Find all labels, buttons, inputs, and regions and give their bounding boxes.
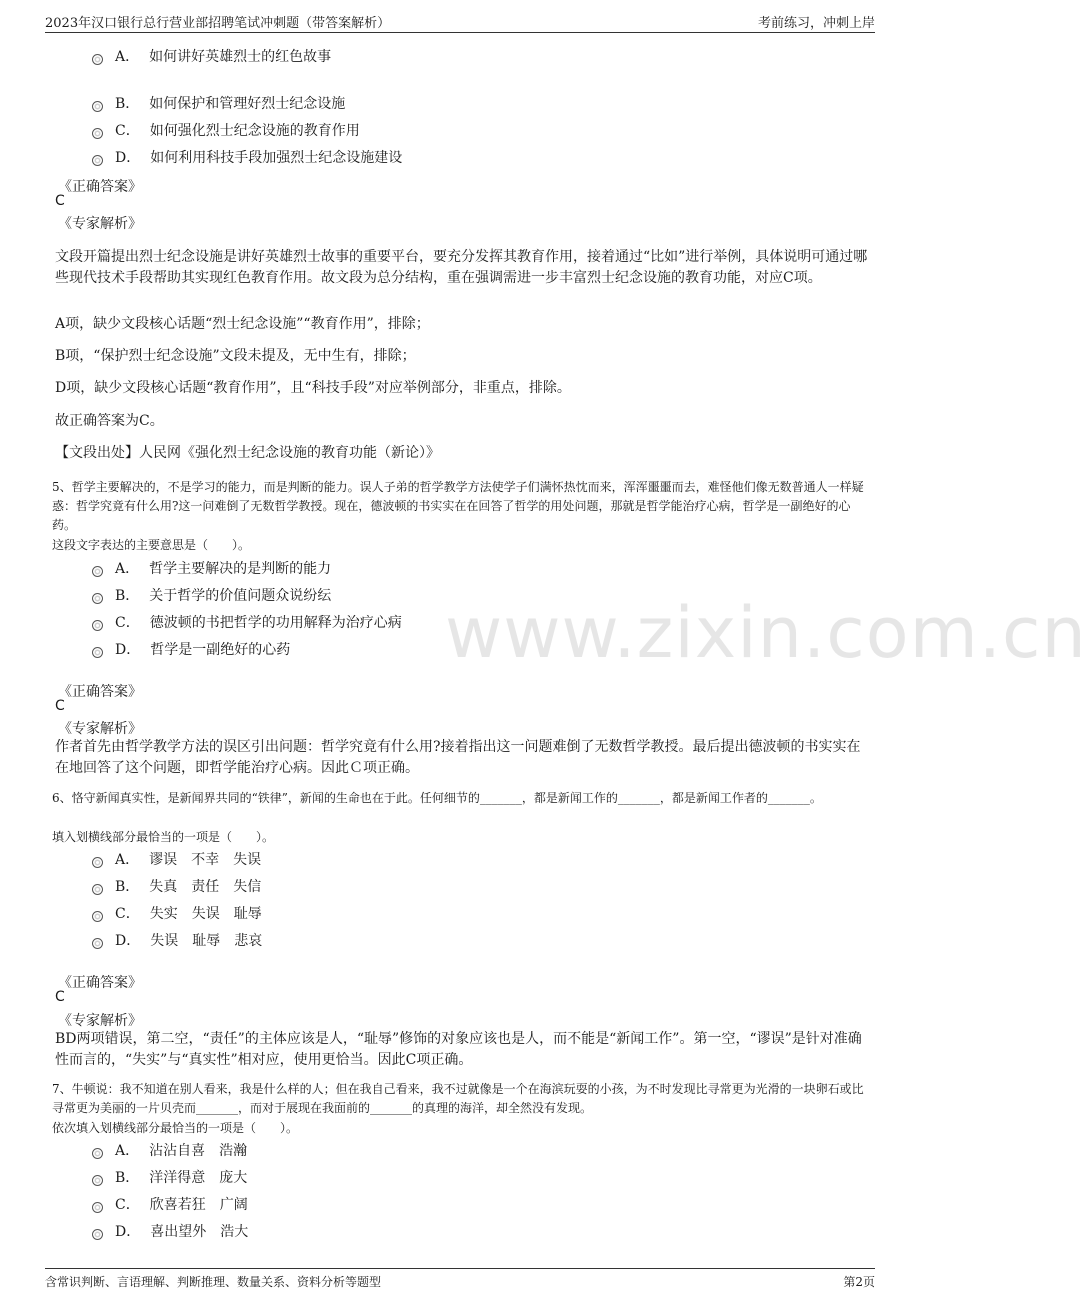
- q4-conclusion: 故正确答案为C。: [55, 413, 164, 429]
- q6-answer-label: 《正确答案》: [58, 975, 142, 991]
- radio-icon[interactable]: [92, 101, 103, 112]
- page-number: 第2页: [843, 1275, 875, 1289]
- q4-option-b[interactable]: B． 如何保护和管理好烈士纪念设施: [92, 93, 345, 113]
- q6-stem: 6、恪守新闻真实性，是新闻界共同的“铁律”，新闻的生命也在于此。任何细节的_______，都是新闻工作的_______，都是新闻工作者的_______。: [52, 791, 822, 805]
- q4-option-c[interactable]: C． 如何强化烈士纪念设施的教育作用: [92, 120, 360, 140]
- q7-stem: 7、牛顿说：我不知道在别人看来，我是什么样的人；但在我自己看来，我不过就像是一个在海滨玩耍的小孩，为不时发现比寻常更为光滑的一块卵石或比寻常更为美丽的一片贝壳而_______，而对于展现在我面前的_______的真理的海洋，却全然没有发现。: [52, 1082, 864, 1115]
- q4-analysis-d: D项，缺少文段核心话题“教育作用”，且“科技手段”对应举例部分，非重点，排除。: [55, 380, 571, 396]
- q7-option-b[interactable]: B． 洋洋得意 庞大: [92, 1167, 247, 1187]
- q5-answer-label: 《正确答案》: [58, 684, 142, 700]
- q6-answer: C: [55, 989, 65, 1005]
- q4-source: 【文段出处】人民网《强化烈士纪念设施的教育功能（新论）》: [55, 445, 440, 461]
- q7-option-a[interactable]: A． 沾沾自喜 浩瀚: [92, 1140, 247, 1160]
- q5-option-d[interactable]: D． 哲学是一副绝好的心药: [92, 639, 290, 659]
- radio-icon[interactable]: [92, 593, 103, 604]
- q6-prompt: 填入划横线部分最恰当的一项是（ ）。: [52, 830, 275, 844]
- q6-option-b[interactable]: B． 失真 责任 失信: [92, 876, 261, 896]
- radio-icon[interactable]: [92, 566, 103, 577]
- q5-option-a[interactable]: A． 哲学主要解决的是判断的能力: [92, 558, 331, 578]
- q6-option-c[interactable]: C． 失实 失误 耻辱: [92, 903, 262, 923]
- q4-analysis-b: B项，“保护烈士纪念设施”文段未提及，无中生有，排除；: [55, 348, 416, 364]
- radio-icon[interactable]: [92, 54, 103, 65]
- q5-analysis-label: 《专家解析》: [58, 721, 142, 737]
- q6-analysis-label: 《专家解析》: [58, 1013, 142, 1029]
- radio-icon[interactable]: [92, 1229, 103, 1240]
- footer-topics: 含常识判断、言语理解、判断推理、数量关系、资料分析等题型: [45, 1275, 382, 1289]
- q4-analysis-a: A项，缺少文段核心话题“烈士纪念设施”“教育作用”，排除；: [55, 316, 430, 332]
- radio-icon[interactable]: [92, 857, 103, 868]
- footer-divider: [45, 1268, 875, 1269]
- radio-icon[interactable]: [92, 155, 103, 166]
- q5-stem: 5、哲学主要解决的，不是学习的能力，而是判断的能力。误人子弟的哲学教学方法使学子们满怀热忱而来，浑浑噩噩而去，难怪他们像无数普通人一样疑惑：哲学究竟有什么用?这一问难倒了无数哲学教授。现在，德波顿的书实实在在回答了哲学的用处问题，那就是哲学能治疗心病，哲学是一副绝好的心药。: [52, 480, 864, 532]
- q4-option-d[interactable]: D． 如何利用科技手段加强烈士纪念设施建设: [92, 147, 402, 167]
- q5-option-c[interactable]: C． 德波顿的书把哲学的功用解释为治疗心病: [92, 612, 402, 632]
- q6-analysis: BD两项错误，第二空，“责任”的主体应该是人，“耻辱”修饰的对象应该也是人，而不能是“新闻工作”。第一空，“谬误”是针对准确性而言的，“失实”与“真实性”相对应，使用更恰当。因此C项正确。: [55, 1031, 862, 1068]
- header-slogan: 考前练习，冲刺上岸: [757, 16, 875, 31]
- radio-icon[interactable]: [92, 620, 103, 631]
- q7-option-c[interactable]: C． 欣喜若狂 广阔: [92, 1194, 248, 1214]
- q7-prompt: 依次填入划横线部分最恰当的一项是（ ）。: [52, 1121, 299, 1135]
- q7-option-d[interactable]: D． 喜出望外 浩大: [92, 1221, 248, 1241]
- radio-icon[interactable]: [92, 938, 103, 949]
- q4-answer-label: 《正确答案》: [58, 179, 142, 195]
- document-title: 2023年汉口银行总行营业部招聘笔试冲刺题（带答案解析）: [45, 16, 391, 31]
- radio-icon[interactable]: [92, 1148, 103, 1159]
- watermark: www.zixin.com.cn: [445, 592, 1087, 674]
- radio-icon[interactable]: [92, 128, 103, 139]
- q4-answer: C: [55, 193, 65, 209]
- q6-option-a[interactable]: A． 谬误 不幸 失误: [92, 849, 261, 869]
- q5-answer: C: [55, 698, 65, 714]
- q4-option-a[interactable]: A． 如何讲好英雄烈士的红色故事: [92, 46, 331, 66]
- q4-analysis-label: 《专家解析》: [58, 216, 142, 232]
- q5-analysis: 作者首先由哲学教学方法的误区引出问题：哲学究竟有什么用?接着指出这一问题难倒了无数哲学教授。最后提出德波顿的书实实在在地回答了这个问题，即哲学能治疗心病。因此Ｃ项正确。: [55, 739, 861, 776]
- radio-icon[interactable]: [92, 647, 103, 658]
- q4-analysis-paragraph: 文段开篇提出烈士纪念设施是讲好英雄烈士故事的重要平台，要充分发挥其教育作用，接着通过“比如”进行举例，具体说明可通过哪些现代技术手段帮助其实现红色教育作用。故文段为总分结构，重在强调需进一步丰富烈士纪念设施的教育功能，对应C项。: [55, 249, 868, 286]
- radio-icon[interactable]: [92, 884, 103, 895]
- header-divider: [45, 32, 875, 33]
- q5-prompt: 这段文字表达的主要意思是（ ）。: [52, 538, 251, 552]
- radio-icon[interactable]: [92, 1202, 103, 1213]
- radio-icon[interactable]: [92, 911, 103, 922]
- q6-option-d[interactable]: D． 失误 耻辱 悲哀: [92, 930, 262, 950]
- q5-option-b[interactable]: B． 关于哲学的价值问题众说纷纭: [92, 585, 331, 605]
- radio-icon[interactable]: [92, 1175, 103, 1186]
